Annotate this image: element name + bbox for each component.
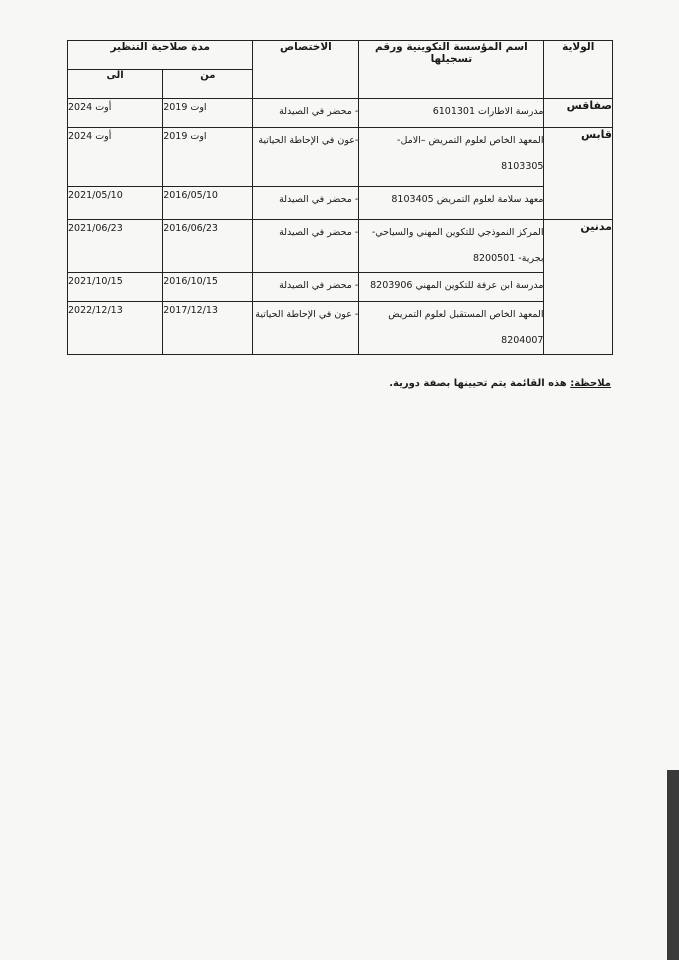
header-wilaya: الولاية [544, 41, 613, 99]
header-to: الى [68, 70, 163, 99]
date-from-cell: 2016/06/23 [163, 220, 253, 273]
date-from-cell: اوت 2019 [163, 128, 253, 187]
date-to-cell: 2021/06/23 [68, 220, 163, 273]
date-from-cell: 2016/10/15 [163, 273, 253, 302]
table-row [68, 220, 613, 273]
table-header-row [68, 41, 613, 70]
footnote-label: ملاحظة: [570, 378, 611, 389]
wilaya-cell: قابس [544, 128, 613, 220]
date-to-cell: 2021/10/15 [68, 273, 163, 302]
table-row [68, 273, 613, 302]
institution-cell: معهد سلامة لعلوم التمريض 8103405 [359, 187, 544, 220]
date-to-cell: أوت 2024 [68, 128, 163, 187]
date-from-cell: 2017/12/13 [163, 302, 253, 355]
date-to-cell: أوت 2024 [68, 99, 163, 128]
table-row [68, 99, 613, 128]
date-from-cell: اوت 2019 [163, 99, 253, 128]
date-from-cell: 2016/05/10 [163, 187, 253, 220]
institution-cell: المعهد الخاص لعلوم التمريض –الامل- 8103305 [359, 128, 544, 187]
wilaya-cell: مدنين [544, 220, 613, 355]
institution-cell: مدرسة ابن عرفة للتكوين المهني 8203906 [359, 273, 544, 302]
header-institution: اسم المؤسسة التكوينية ورقم تسجيلها [359, 41, 544, 99]
date-to-cell: 2022/12/13 [68, 302, 163, 355]
specialty-cell: - محضر في الصيدلة [253, 99, 359, 128]
specialty-cell: - محضر في الصيدلة [253, 273, 359, 302]
table-row [68, 187, 613, 220]
table-row [68, 302, 613, 355]
footnote-text: هذه القائمة يتم تحيينها بصفة دورية. [389, 378, 571, 389]
table-row [68, 128, 613, 187]
specialty-cell: -عون في الإحاطة الحياتية [253, 128, 359, 187]
wilaya-cell: صفاقس [544, 99, 613, 128]
training-institutions-table [67, 40, 613, 355]
specialty-cell: - محضر في الصيدلة [253, 220, 359, 273]
header-from: من [163, 70, 253, 99]
footnote [389, 378, 611, 389]
institution-cell: المركز النموذجي للتكوين المهني والسياحي-بجرية- 8200501 [359, 220, 544, 273]
date-to-cell: 2021/05/10 [68, 187, 163, 220]
header-validity: مدة صلاحية التنظير [68, 41, 253, 70]
header-specialty: الاختصاص [253, 41, 359, 99]
specialty-cell: - عون في الإحاطة الحياتية [253, 302, 359, 355]
specialty-cell: - محضر في الصيدلة [253, 187, 359, 220]
page-edge-shadow [667, 770, 679, 960]
institution-cell: المعهد الخاص المستقبل لعلوم التمريض 8204007 [359, 302, 544, 355]
institution-cell: مدرسة الاطارات 6101301 [359, 99, 544, 128]
